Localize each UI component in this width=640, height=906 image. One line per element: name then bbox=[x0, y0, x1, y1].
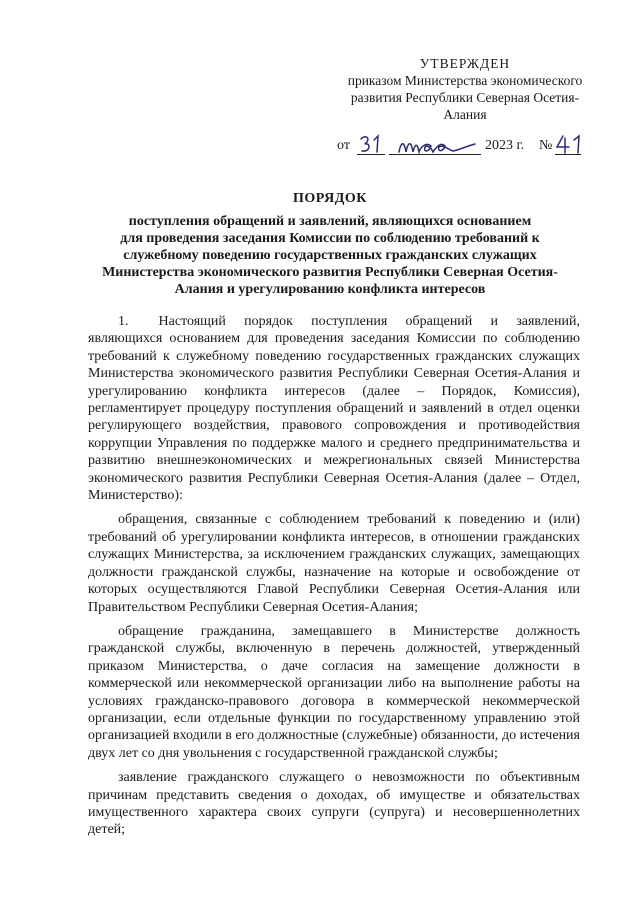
order-date-line bbox=[337, 134, 607, 160]
document-title bbox=[80, 190, 580, 298]
title-line-5: Алания и урегулированию конфликта интересов bbox=[174, 282, 486, 297]
handwritten-day bbox=[359, 134, 387, 156]
title-line-1: поступления обращений и заявлений, являющихся основанием bbox=[128, 214, 532, 229]
date-year: 2023 г. bbox=[485, 138, 525, 153]
paragraph-3: обращение гражданина, замещавшего в Министерстве должность гражданской службы, включенную в перечень должностей, утвержденный приказом Министерства, о даче согласия на замещение должности в коммерческой или некоммерческой организации либо на выполнение работы на условиях гражданско-правового договора в коммерческой некоммерческой организации, если отдельные функции по государственному управлению этой организацией входили в его должностные (служебные) обязанности, до истечения двух лет со дня увольнения с государственной гражданской службы; bbox=[88, 623, 580, 761]
approval-line-2: развития Республики Северная Осетия- bbox=[350, 90, 580, 105]
paragraph-1-number: 1. bbox=[118, 314, 129, 329]
title-line-3: служебному поведению государственных гражданских служащих bbox=[123, 248, 537, 263]
date-prefix: от bbox=[337, 138, 350, 153]
paragraph-1-text: Настоящий порядок поступления обращений и заявлений, являющихся основанием для проведения заседания Комиссии по соблюдению требований к служебному поведению государственных гражданских служащих Министерства экономического развития Республики Северная Осетия-Алания и урегулированию конфликта интересов (далее – Порядок, Комиссия), регламентирует процедуру поступления обращений и заявлений в отдел оценки регулирующего воздействия, правового сопровождения и противодействия коррупции Управления по поддержке малого и среднего предпринимательства и развитию внешнеэкономических и межрегиональных связей Министерства экономического развития Республики Северная Осетия-Алания (далее – Отдел, Министерство): bbox=[88, 314, 580, 504]
title-line-4: Министерства экономического развития Республики Северная Осетия- bbox=[102, 265, 558, 280]
paragraph-4: заявление гражданского служащего о невозможности по объективным причинам представить сведения о доходах, об имуществе и обязательствах имущественного характера своих супруги (супруга) и несовершеннолетних детей; bbox=[88, 770, 580, 838]
title-line-2: для проведения заседания Комиссии по соблюдению требований к bbox=[120, 231, 540, 246]
approval-stamp-block bbox=[330, 55, 600, 123]
approval-line-1: приказом Министерства экономического bbox=[347, 73, 583, 88]
title-main: ПОРЯДОК bbox=[293, 191, 367, 206]
paragraph-2: обращения, связанные с соблюдением требований к поведению и (или) требований об урегулировании конфликта интересов, в отношении гражданских служащих Министерства, за исключением гражданских служащих, замещающих должности гражданской службы, назначение на которые и освобождение от которых осуществляются Главой Республики Северная Осетия-Алания или Правительством Республики Северная Осетия-Алания; bbox=[88, 512, 580, 615]
handwritten-number bbox=[555, 134, 585, 156]
paragraph-1 bbox=[88, 313, 580, 504]
approval-line-3: Алания bbox=[443, 107, 487, 122]
number-sign: № bbox=[539, 138, 553, 153]
approval-heading: УТВЕРЖДЕН bbox=[419, 56, 511, 71]
handwritten-month bbox=[397, 136, 477, 156]
document-body bbox=[88, 313, 580, 846]
